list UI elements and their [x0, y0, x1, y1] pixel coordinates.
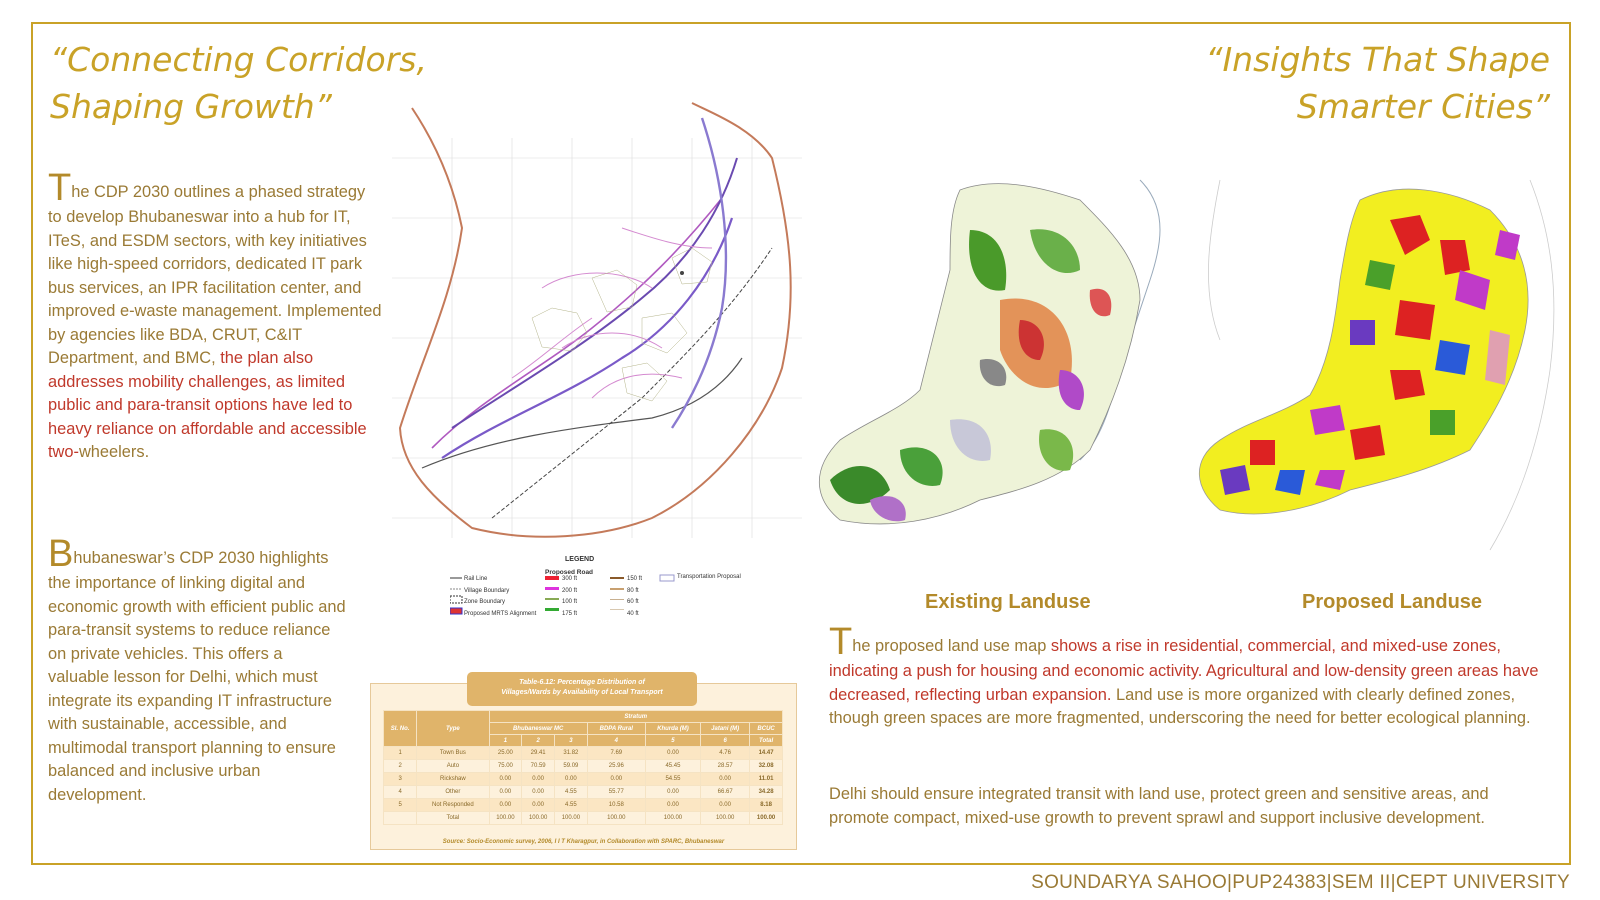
table-cell: 0.00 [645, 786, 700, 799]
table-cell: 0.00 [645, 747, 700, 760]
landuse-text: he proposed land use map [852, 637, 1051, 655]
table-cell: 1 [384, 747, 417, 760]
table-cell: 32.08 [750, 760, 783, 773]
table-cell: 34.28 [750, 786, 783, 799]
table-title-line2: Villages/Wards by Availability of Local Transport [501, 689, 663, 696]
left-quote-line2: Shaping Growth” [50, 87, 332, 126]
th-slno: Sl. No. [384, 711, 417, 747]
th-col: 1 [489, 735, 522, 747]
table-row [384, 760, 783, 773]
proposed-landuse-title: Proposed Landuse [1302, 591, 1483, 613]
th-bmc: Bhubaneswar MC [489, 723, 587, 735]
map-legend [450, 556, 800, 630]
cdp-text: he CDP 2030 outlines a phased strategy to develop Bhubaneswar into a hub for IT, ITeS, and ESDM sectors, with key initiatives like high-speed corridors, dedicated IT park bus services, an IPR facilitation center, and improved e-waste management. Implemented by agencies like BDA, CRUT, C&IT Department, and BMC, [48, 183, 382, 367]
table-cell: 4 [384, 786, 417, 799]
table-cell: 25.96 [587, 760, 645, 773]
table-cell: 2 [384, 760, 417, 773]
table-cell: 0.00 [489, 773, 522, 786]
legend-label: Village Boundary [464, 587, 510, 594]
table-cell: 100.00 [750, 812, 783, 825]
th-col: 3 [555, 735, 588, 747]
table-title [467, 672, 697, 706]
table-source: Source: Socio-Economic survey, 2006, I I T Kharagpur, in Collaboration with SPARC, Bhubaneswar [442, 839, 725, 845]
table-cell: 25.00 [489, 747, 522, 760]
table-cell: Rickshaw [417, 773, 489, 786]
table-cell: 0.00 [489, 786, 522, 799]
legend-label: 100 ft [562, 599, 578, 605]
legend-road-labels-b [627, 574, 642, 620]
data-table [383, 710, 783, 825]
transport-network-map [392, 98, 802, 548]
legend-label: 60 ft [627, 599, 639, 605]
table-cell: 70.59 [522, 760, 555, 773]
dropcap: T [829, 621, 853, 663]
table-cell: 0.00 [555, 773, 588, 786]
proposed-landuse-map [1190, 170, 1570, 570]
table-cell: 3 [384, 773, 417, 786]
table-row [384, 786, 783, 799]
legend-proposed-road: Proposed Road [545, 569, 594, 576]
table-cell: 59.09 [555, 760, 588, 773]
table-cell: 45.45 [645, 760, 700, 773]
table-row [384, 773, 783, 786]
table-cell: 100.00 [489, 812, 522, 825]
legend-label: 300 ft [562, 576, 578, 582]
footer-credit: SOUNDARYA SAHOO|PUP24383|SEM II|CEPT UNIVERSITY [1031, 872, 1570, 893]
table-cell: 0.00 [489, 799, 522, 812]
table-cell: 0.00 [522, 773, 555, 786]
table-row [384, 799, 783, 812]
table-cell: 0.00 [587, 773, 645, 786]
table-cell: 4.55 [555, 799, 588, 812]
table-cell: 0.00 [522, 799, 555, 812]
legend-label: Zone Boundary [464, 599, 506, 605]
th-khurda: Khurda (M) [645, 723, 700, 735]
dropcap: B [48, 533, 74, 575]
cdp-text-highlight: the plan also addresses mobility challenges, as limited public and para-transit options have led to heavy reliance on affordable and accessible two- [48, 349, 367, 461]
table-cell: Other [417, 786, 489, 799]
table-cell: 100.00 [645, 812, 700, 825]
right-quote-line1: “Insights That Shape [1205, 40, 1550, 79]
legend-label: 175 ft [562, 610, 578, 617]
table-cell [384, 812, 417, 825]
th-col: 6 [701, 735, 750, 747]
th-type: Type [417, 711, 489, 747]
right-quote-line2: Smarter Cities” [1296, 87, 1550, 126]
transport-table [370, 679, 797, 850]
th-bdpa: BDPA Rural [587, 723, 645, 735]
right-quote [1205, 36, 1550, 130]
existing-landuse-title: Existing Landuse [925, 591, 1091, 613]
th-bcuc: BCUC [750, 723, 783, 735]
table-row [384, 747, 783, 760]
landuse-text-end: Land use is more organized with clearly defined zones, though green spaces are more fragmented, underscoring the need for better ecological planning. [829, 685, 1531, 727]
landuse-text-highlight: shows a rise in residential, commercial, and mixed-use zones, indicating a push for housing and economic activity. Agricultural and low-density green areas have decreased, reflecting urban expansion. [829, 637, 1539, 704]
cdp-text-end: wheelers. [78, 443, 150, 461]
table-cell: Not Responded [417, 799, 489, 812]
table-cell: 100.00 [522, 812, 555, 825]
lesson-text: hubaneswar’s CDP 2030 highlights the importance of linking digital and economic growth with efficient public and para-transit systems to reduce reliance on private vehicles. This offers a valuable lesson for Delhi, which must integrate its expanding IT infrastructure with sustainable, accessible, and multimodal transport planning to ensure balanced and inclusive urban development. [48, 549, 346, 804]
table-cell: 100.00 [587, 812, 645, 825]
legend-label: 200 ft [562, 587, 578, 594]
table-cell: Auto [417, 760, 489, 773]
th-col: 4 [587, 735, 645, 747]
th-col: Total [750, 735, 783, 747]
left-quote [50, 36, 427, 130]
delhi-paragraph: Delhi should ensure integrated transit with land use, protect green and sensitive areas, and promote compact, mixed-use growth to prevent sprawl and support inclusive development. [829, 785, 1489, 827]
legend-transport: Transportation Proposal [677, 574, 741, 580]
dropcap: T [48, 167, 72, 209]
landuse-paragraph [829, 621, 1549, 731]
table-cell: 66.67 [701, 786, 750, 799]
legend-label: Proposed MRTS Alignment [464, 610, 537, 617]
table-cell: 55.77 [587, 786, 645, 799]
table-row [384, 812, 783, 825]
table-cell: 100.00 [555, 812, 588, 825]
legend-label: 40 ft [627, 610, 639, 617]
table-cell: 0.00 [645, 799, 700, 812]
legend-label: 150 ft [627, 576, 643, 582]
legend-road-labels-a [562, 574, 577, 620]
table-cell: 31.82 [555, 747, 588, 760]
table-cell: 5 [384, 799, 417, 812]
table-cell: 100.00 [701, 812, 750, 825]
legend-label: 80 ft [627, 587, 639, 594]
table-cell: 29.41 [522, 747, 555, 760]
left-quote-line1: “Connecting Corridors, [50, 40, 427, 79]
table-title-line1: Table-6.12: Percentage Distribution of [519, 679, 645, 686]
th-stratum: Stratum [489, 711, 783, 723]
table-cell: 75.00 [489, 760, 522, 773]
table-cell: Town Bus [417, 747, 489, 760]
table-cell: 0.00 [522, 786, 555, 799]
existing-landuse-map [810, 170, 1190, 570]
table-cell: 54.55 [645, 773, 700, 786]
table-cell: 11.01 [750, 773, 783, 786]
legend-label: Rail Line [464, 576, 488, 582]
table-cell: 4.55 [555, 786, 588, 799]
table-cell: 14.47 [750, 747, 783, 760]
table-cell: 4.76 [701, 747, 750, 760]
table-cell: 0.00 [701, 799, 750, 812]
th-col: 5 [645, 735, 700, 747]
table-cell: 10.58 [587, 799, 645, 812]
th-col: 2 [522, 735, 555, 747]
table-cell: 8.18 [750, 799, 783, 812]
lesson-paragraph [48, 533, 348, 807]
table-cell: Total [417, 812, 489, 825]
table-cell: 7.69 [587, 747, 645, 760]
th-jatani: Jatani (M) [701, 723, 750, 735]
legend-heading: LEGEND [565, 556, 595, 563]
cdp-paragraph [48, 167, 383, 465]
table-cell: 0.00 [701, 773, 750, 786]
legend-left-labels [464, 574, 536, 620]
table-cell: 28.57 [701, 760, 750, 773]
